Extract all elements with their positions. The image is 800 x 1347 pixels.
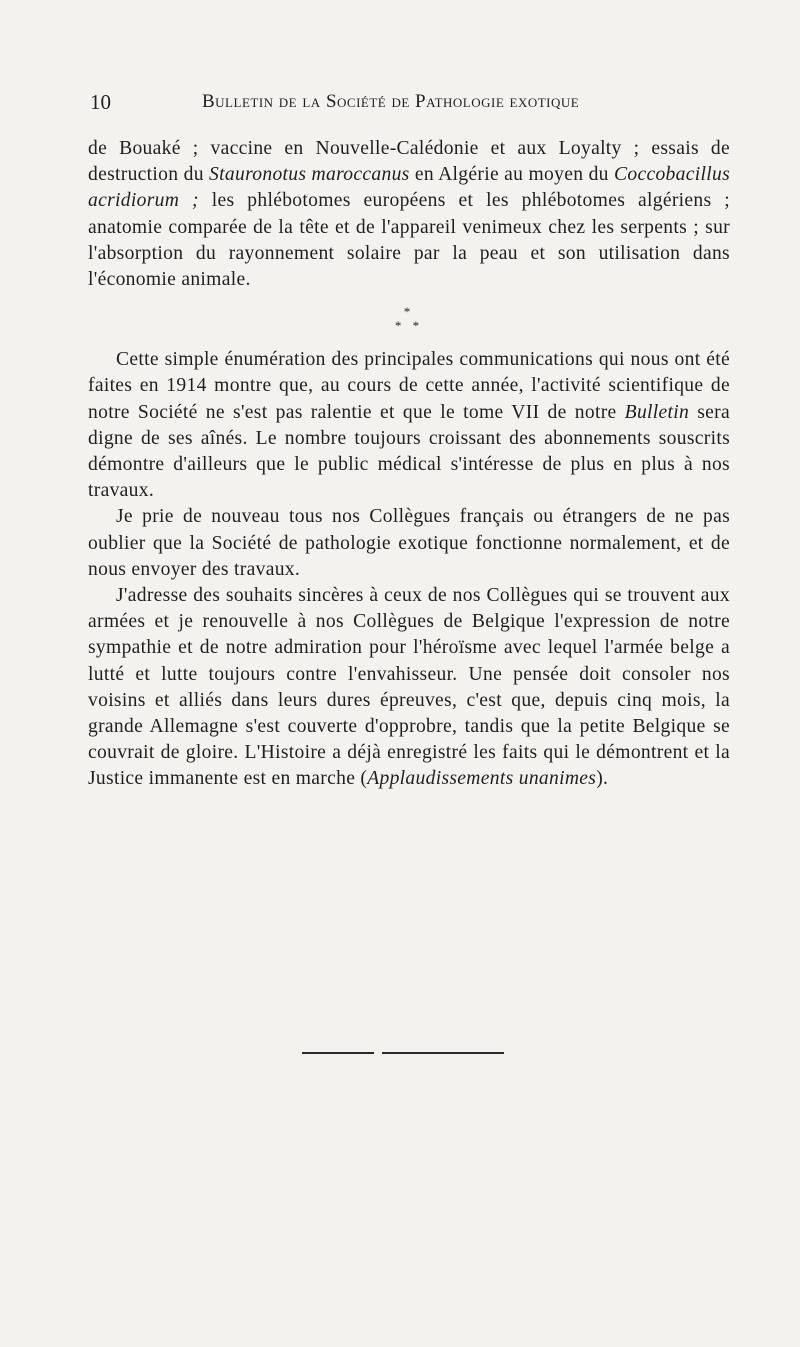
page-header xyxy=(90,90,730,118)
page-number: 10 xyxy=(90,90,111,114)
paragraph-1: de Bouaké ; vaccine en Nouvelle-Calédonie et aux Loyalty ; essais de destruction du Stauronotus maroccanus en Algérie au moyen du Coccobacillus acridiorum ; les phlébotomes européens et les phlébotomes algériens ; anatomie comparée de la tête et de l'appareil venimeux chez les serpents ; sur l'absorption du rayonnement solaire par la peau et son utilisation dans l'économie animale. xyxy=(88,138,731,291)
end-rule-left xyxy=(302,1052,374,1054)
end-rule-right xyxy=(382,1052,504,1054)
paragraph-3: Je prie de nouveau tous nos Collègues français ou étrangers de ne pas oublier que la Société de pathologie exotique fonctionne normalement, et de nous envoyer des travaux. xyxy=(88,506,730,580)
running-title: Bulletin de la Société de Pathologie exotique xyxy=(202,91,580,112)
body-text xyxy=(88,136,730,793)
asterism-separator: * * * xyxy=(394,304,424,334)
paragraph-4: J'adresse des souhaits sincères à ceux de nos Collègues qui se trouvent aux armées et je renouvelle à nos Collègues de Belgique l'expression de notre sympathie et de notre admiration pour l'héroïsme avec lequel l'armée belge a lutté et lutte toujours contre l'envahisseur. Une pensée doit consoler nos voisins et alliés dans leurs dures épreuves, c'est que, depuis cinq mois, la grande Allemagne s'est couverte d'opprobre, tandis que la petite Belgique se couvrait de gloire. L'Histoire a déjà enregistré les faits qui le démontrent et la Justice immanente est en marche (Applaudissements unanimes). xyxy=(88,585,730,790)
paragraph-2: Cette simple énumération des principales communications qui nous ont été faites en 1914 montre que, au cours de cette année, l'activité scientifique de notre Société ne s'est pas ralentie et que le tome VII de notre Bulletin sera digne de ses aînés. Le nombre toujours croissant des abonnements souscrits démontre d'ailleurs que le public médical s'intéresse de plus en plus à nos travaux. xyxy=(88,349,730,502)
